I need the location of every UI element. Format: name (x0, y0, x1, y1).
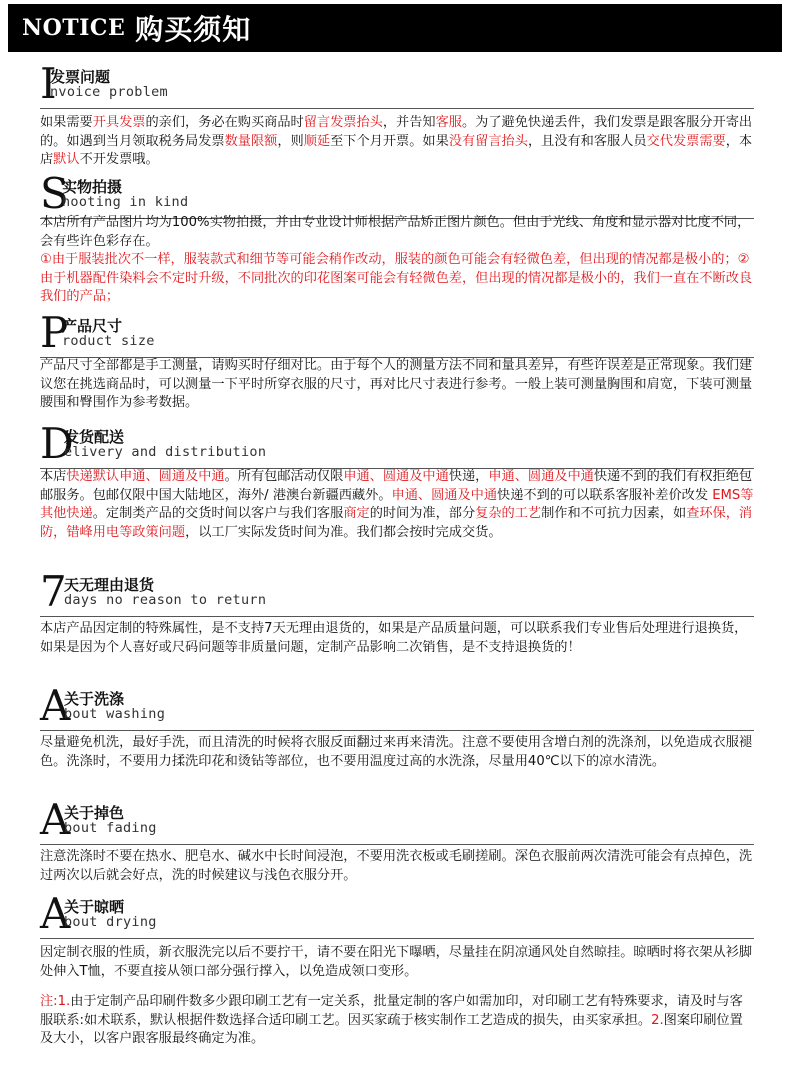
section-title-en: elivery and distribution (64, 444, 267, 460)
section-body (40, 214, 754, 251)
highlight-text: EMS等其他快递 (40, 487, 754, 521)
text-segment: 不开发票哦。 (79, 152, 159, 167)
section-product-size (40, 308, 754, 410)
highlight-text: ①由于服装批次不一样，服装款式和细节等可能会稍作改动，服装的颜色可能会有轻微色差，但出现的情况都是极小的；②由于机器配件染料会不定时升级，不同批次的印花图案可能会有轻微色差，但出现的情况都是极小的，我们一直在不断改良我们的产品； (40, 252, 753, 304)
section-title-zh: 关于掉色 (64, 804, 125, 822)
section-header (40, 308, 754, 357)
section-title-zh: 实物拍摄 (62, 178, 123, 196)
section-body (40, 620, 754, 657)
text-segment: 本店所有产品图片均为100%实物拍摄，并由专业设计师根据产品矫正图片颜色。但由于光线、角度和显示器对比度不同，会有些许色彩存在。 (40, 215, 751, 249)
footnote-text (40, 993, 754, 1049)
highlight-text: 默认 (53, 152, 80, 167)
highlight-text: 没有留言抬头 (448, 133, 528, 149)
section-initial: S (40, 169, 69, 218)
section-drying (40, 889, 754, 979)
highlight-text: 商定 (343, 506, 370, 521)
section-header (40, 567, 754, 616)
text-segment: 注意洗涤时不要在热水、肥皂水、碱水中长时间浸泡，不要用洗衣板或毛刷搓刷。深色衣服前两次清洗可能会有点掉色，洗过两次以后就会好点，洗的时候建议与浅色衣服分开。 (40, 849, 753, 883)
section-header (40, 169, 754, 218)
highlight-text: 留言发票抬头 (303, 115, 383, 130)
section-title-en: bout drying (64, 914, 157, 930)
section-divider (40, 938, 754, 939)
text-segment: 至下个月开票。如果 (330, 133, 449, 149)
highlight-text: 复杂的工艺 (475, 506, 542, 521)
section-header (40, 681, 754, 730)
section-initial: D (40, 419, 74, 468)
section-title-en: nvoice problem (50, 84, 168, 100)
section-initial: 7 (40, 567, 67, 616)
section-header (40, 419, 754, 468)
section-initial: I (40, 59, 57, 108)
section-delivery (40, 419, 754, 540)
highlight-text: 快递默认申通、圆通及中通 (66, 469, 225, 484)
text-segment: ，并告知 (382, 115, 436, 130)
section-title-en: roduct size (62, 333, 155, 349)
highlight-text: 申通、圆通及中通 (343, 469, 449, 484)
text-segment: 产品尺寸全部都是手工测量，请购买时仔细对比。由于每个人的测量方法不同和量具差异，有些许误差是正常现象。我们建议您在挑选商品时，可以测量一下平时所穿衣服的尺寸，再对比尺寸表进行参考。一般上装可测量胸围和肩宽，下装可测量腰围和臀围作为参考数据。 (40, 358, 753, 410)
section-body-warning (40, 251, 754, 307)
section-title-en: bout fading (64, 820, 157, 836)
text-segment: ，本店 (40, 133, 753, 167)
text-segment: 制作和不可抗力因素，如 (541, 506, 687, 521)
highlight-text: 客服 (435, 115, 462, 130)
text-segment: ，以工厂实际发货时间为准。我们都会按时完成交货。 (185, 524, 502, 540)
section-title-zh: 关于洗涤 (64, 690, 125, 708)
highlight-text: 交代发票需要 (646, 133, 726, 149)
section-invoice (40, 59, 754, 167)
highlight-text: 申通、圆通及中通 (488, 469, 594, 484)
text-segment: 本店 (40, 469, 67, 484)
text-segment: 如果需要 (40, 115, 93, 130)
highlight-text: 注:1. (40, 994, 71, 1009)
section-initial: A (40, 681, 71, 730)
banner-title-zh: 购买须知 (135, 13, 252, 46)
section-initial: A (40, 889, 71, 938)
section-title-zh: 产品尺寸 (62, 317, 123, 335)
highlight-text: 数量限额 (224, 133, 278, 149)
text-segment: ，且没有和客服人员 (527, 133, 647, 149)
section-title-zh: 关于晾晒 (64, 898, 125, 916)
section-divider (40, 730, 754, 731)
highlight-text: 查环保，消防，错峰用电等政策问题 (40, 506, 753, 540)
section-divider (40, 616, 754, 617)
section-body (40, 734, 754, 771)
section-title-en: bout washing (64, 706, 166, 722)
section-shooting (40, 169, 754, 304)
highlight-text: 开具发票 (92, 115, 146, 130)
section-fading (40, 795, 754, 883)
text-segment: 快递， (448, 469, 489, 484)
section-body (40, 114, 754, 170)
notice-banner (8, 4, 782, 52)
text-segment: 由于定制产品印刷件数多少跟印刷工艺有一定关系，批量定制的客户如需加印，对印刷工艺有特殊要求，请及时与客服联系:如术联系，默认根据件数选择合适印刷工艺。因买家疏于核实制作工艺造成的损失，由买家承担。 (40, 994, 743, 1028)
section-body (40, 848, 754, 885)
text-segment: 图案印刷位置及大小，以客户跟客服最终确定为准。 (40, 1012, 743, 1046)
text-segment: 本店产品因定制的特殊属性，是不支持7天无理由退货的，如果是产品质量问题，可以联系我们专业售后处理进行退换货，如果是因为个人喜好或尺码问题等非质量问题，定制产品影响二次销售，是不支持退换货的！ (40, 621, 748, 655)
text-segment: 。所有包邮活动仅限 (224, 469, 344, 484)
highlight-text: 2. (651, 1012, 664, 1028)
section-title-en: days no reason to return (64, 592, 267, 608)
text-segment: ，则 (277, 133, 304, 149)
section-header (40, 59, 754, 108)
section-title-zh: 发货配送 (64, 428, 125, 446)
section-body (40, 357, 754, 413)
text-segment: 快递不到的我们有权拒绝包邮服务。包邮仅限中国大陆地区，海外/ 港澳台新疆西藏外。 (40, 469, 753, 503)
section-title-zh: 天无理由退货 (64, 576, 155, 594)
section-return-policy (40, 567, 754, 655)
section-header (40, 889, 754, 938)
text-segment: 的亲们，务必在购买商品时 (145, 115, 304, 130)
banner-title-en: NOTICE (22, 15, 126, 41)
section-initial: A (40, 795, 71, 844)
section-body (40, 468, 754, 542)
section-initial: P (40, 308, 69, 357)
text-segment: 的时间为准，部分 (369, 506, 476, 521)
section-title-zh: 发票问题 (50, 68, 111, 86)
section-divider (40, 844, 754, 845)
section-header (40, 795, 754, 844)
highlight-text: 申通、圆通及中通 (391, 487, 498, 503)
text-segment: 。定制类产品的交货时间以客户与我们客服 (92, 506, 344, 521)
text-segment: 因定制衣服的性质，新衣服洗完以后不要拧干，请不要在阳光下曝晒，尽量挂在阴凉通风处自然晾挂。晾晒时将衣架从衫脚处伸入T恤，不要直接从领口部分强行撑入，以免造成领口变形。 (40, 945, 753, 979)
section-body (40, 944, 754, 981)
highlight-text: 顺延 (303, 133, 331, 149)
text-segment: 。为了避免快递丢件，我们发票是跟客服分开寄出的。如遇到当月领取税务局发票 (40, 115, 753, 149)
text-segment: 尽量避免机洗，最好手洗，而且清洗的时候将衣服反面翻过来再来清洗。注意不要使用含增白剂的洗涤剂，以免造成衣服褪色。洗涤时，不要用力揉洗印花和烫钻等部位，也不要用温度过高的水洗涤，尽量用40℃以下的凉水清洗。 (40, 735, 753, 769)
section-title-en: hooting in kind (62, 194, 189, 210)
section-divider (40, 108, 754, 109)
section-washing (40, 681, 754, 769)
text-segment: 快递不到的可以联系客服补差价改发 (497, 487, 713, 503)
